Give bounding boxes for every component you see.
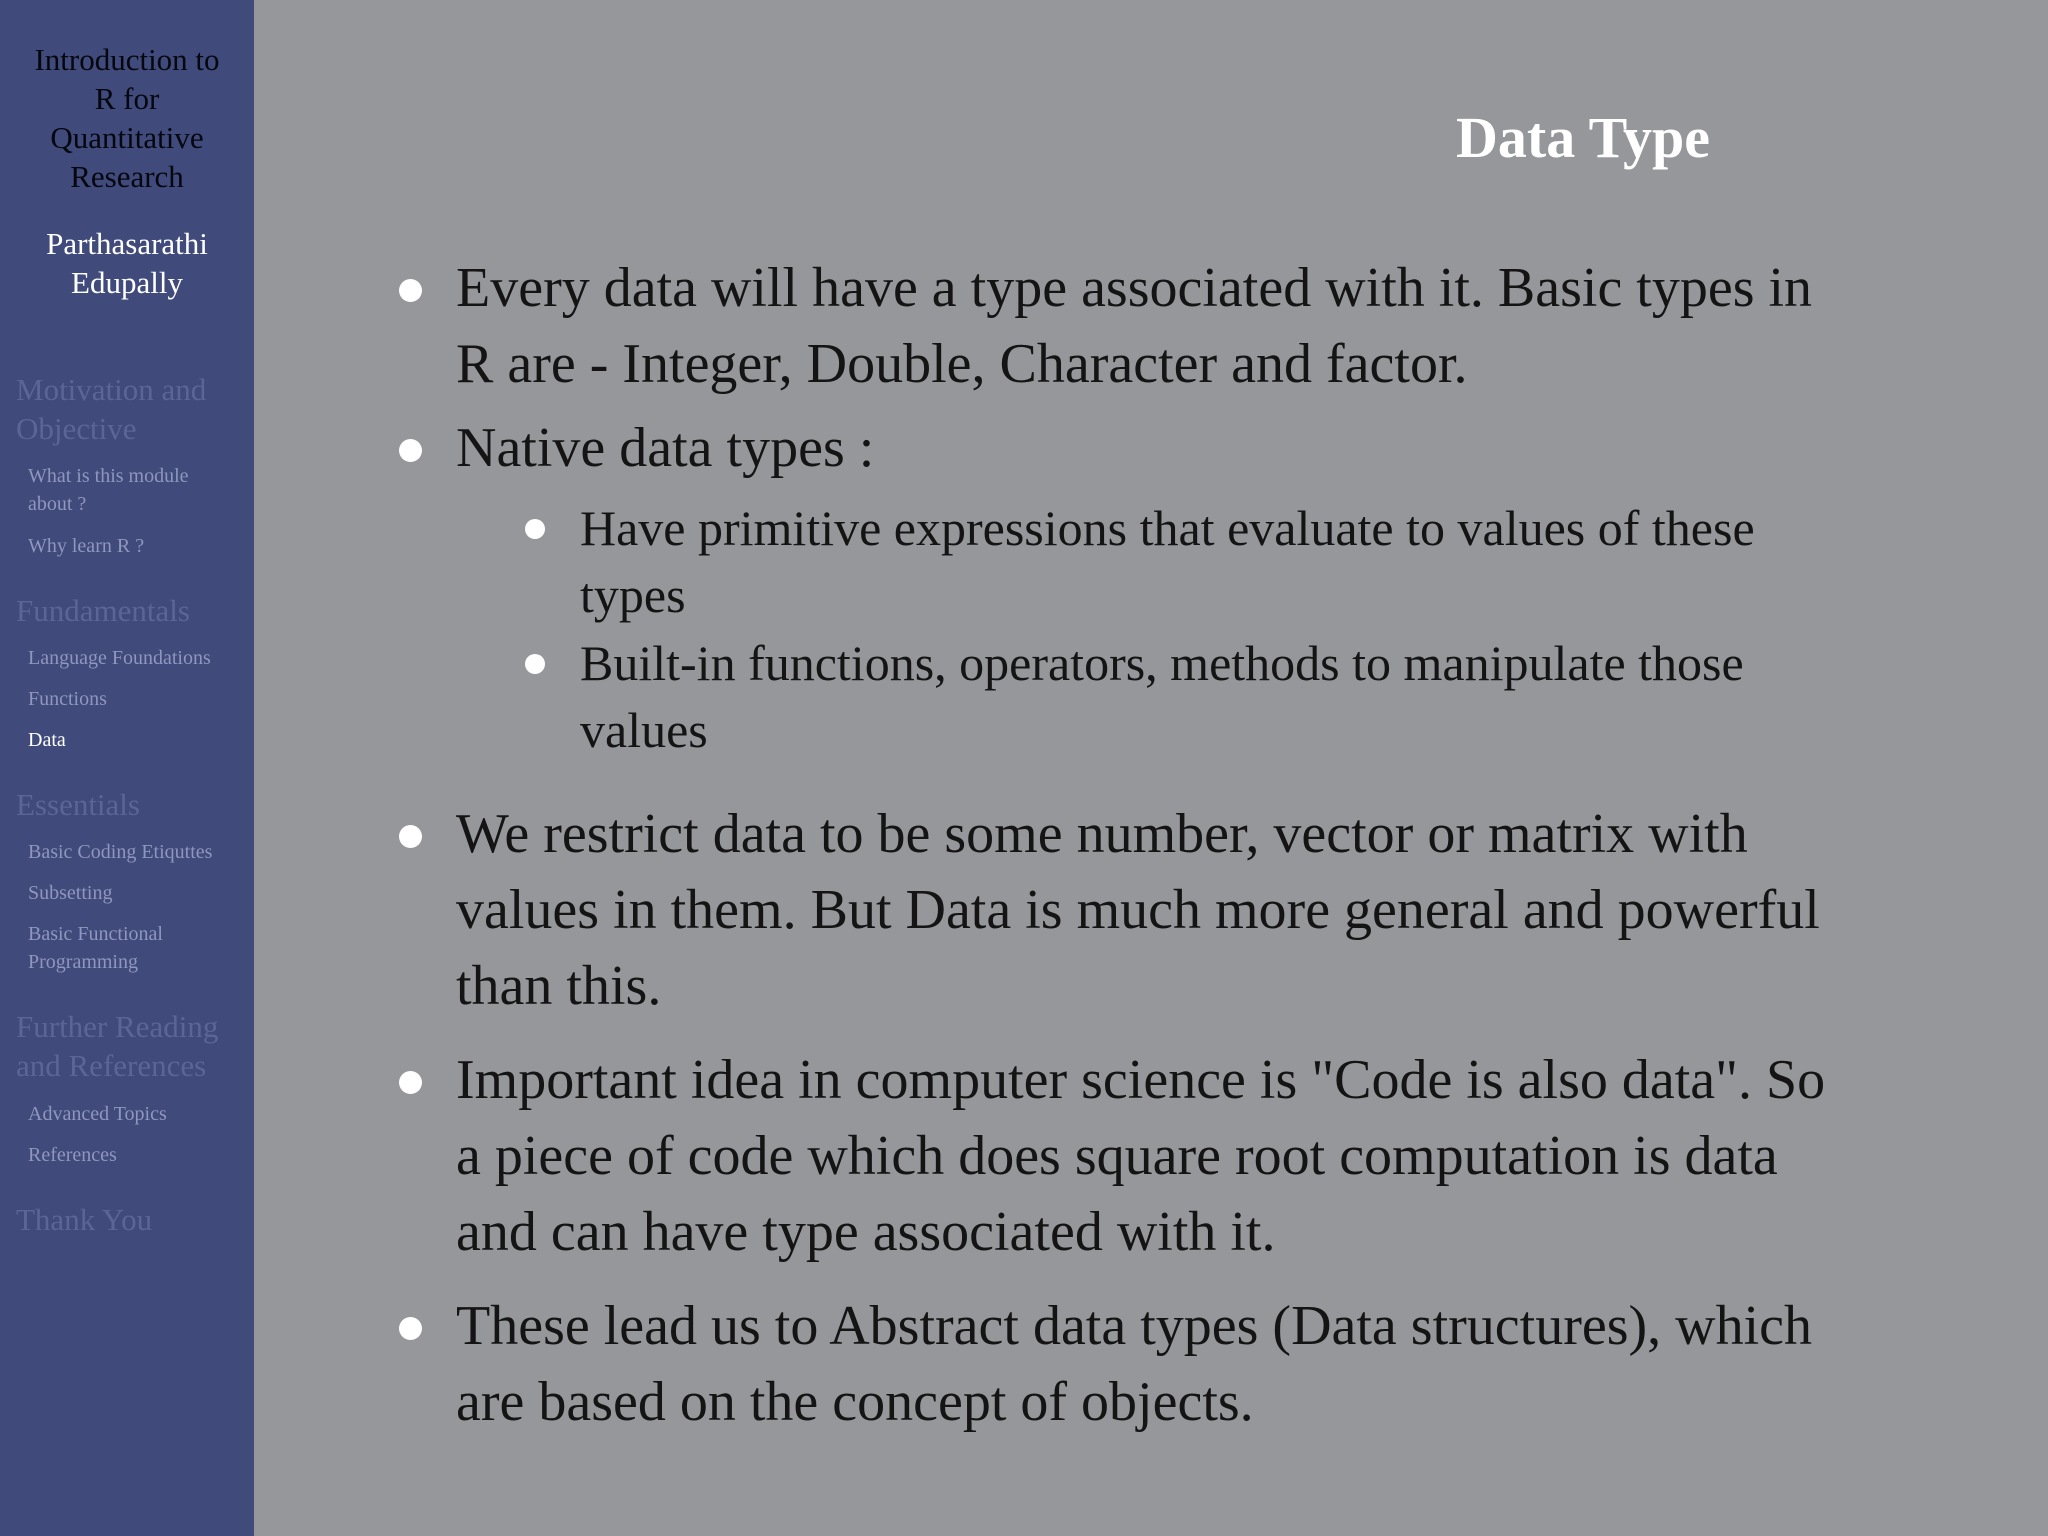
toc-subsection-line: Functions — [28, 688, 107, 710]
toc-subsection-line: Data — [28, 729, 66, 751]
bullet-item — [456, 250, 1976, 402]
toc-subsection-what-is-this-module[interactable] — [28, 462, 250, 518]
toc-section-thank-you[interactable] — [16, 1200, 248, 1239]
toc-section-line: Thank You — [16, 1202, 153, 1237]
presentation-title-line: Quantitative — [50, 120, 204, 155]
toc-section-essentials[interactable] — [16, 785, 248, 824]
bullet-line: Every data will have a type associated with it. Basic types in — [456, 257, 1813, 319]
bullet-dot-icon — [399, 1071, 422, 1094]
bullet-line: Important idea in computer science is "Code is also data". So — [456, 1049, 1826, 1111]
sub-bullet-line: values — [580, 702, 708, 758]
bullet-dot-icon — [399, 1317, 422, 1340]
toc-subsection-line: Language Foundations — [28, 647, 211, 669]
bullet-item — [456, 796, 1976, 1024]
toc-section-line: Essentials — [16, 787, 140, 822]
toc-subsection-subsetting[interactable] — [28, 879, 250, 907]
toc-subsection-advanced-topics[interactable] — [28, 1100, 250, 1128]
toc-subsection-line: Programming — [28, 951, 138, 973]
bullet-line: values in them. But Data is much more general and powerful — [456, 879, 1820, 941]
bullet-line: Native data types : — [456, 417, 875, 479]
sub-bullet-line: types — [580, 567, 686, 623]
author-name — [0, 224, 254, 302]
toc-subsection-functions[interactable] — [28, 685, 250, 713]
sub-bullet-dot-icon — [525, 654, 545, 674]
bullet-item — [456, 1288, 1976, 1440]
sub-bullet-item — [580, 630, 1980, 764]
bullet-line: are based on the concept of objects. — [456, 1371, 1254, 1433]
toc-section-line: Further Reading — [16, 1009, 219, 1044]
presentation-title[interactable] — [0, 40, 254, 196]
toc-subsection-line: about ? — [28, 493, 87, 515]
toc-subsection-line: Why learn R ? — [28, 535, 145, 557]
toc-subsection-line: Basic Coding Etiquttes — [28, 841, 213, 863]
bullet-dot-icon — [399, 825, 422, 848]
bullet-dot-icon — [399, 439, 422, 462]
toc-subsection-line: References — [28, 1144, 117, 1166]
presentation-title-line: Research — [70, 159, 184, 194]
toc-section-line: and References — [16, 1048, 207, 1083]
toc-section-line: Fundamentals — [16, 593, 190, 628]
slide-title: Data Type — [1456, 105, 1711, 170]
toc-subsection-line: Subsetting — [28, 882, 113, 904]
sub-bullet-line: Have primitive expressions that evaluate to values of these — [580, 500, 1755, 556]
navigation-sidebar — [0, 0, 254, 1536]
toc-section-line: Motivation and — [16, 372, 207, 407]
presentation-title-line: R for — [94, 81, 160, 116]
bullet-line: and can have type associated with it. — [456, 1201, 1276, 1263]
bullet-dot-icon — [399, 279, 422, 302]
bullet-item — [456, 1042, 1976, 1270]
toc-subsection-references[interactable] — [28, 1141, 250, 1169]
author-name-line: Parthasarathi — [46, 226, 208, 261]
bullet-line: than this. — [456, 955, 662, 1017]
sub-bullet-dot-icon — [525, 519, 545, 539]
toc-section-line: Objective — [16, 411, 137, 446]
bullet-line: a piece of code which does square root computation is data — [456, 1125, 1778, 1187]
toc-subsection-language-foundations[interactable] — [28, 644, 250, 672]
toc-subsection-data[interactable] — [28, 726, 250, 754]
bullet-line: R are - Integer, Double, Character and factor. — [456, 333, 1468, 395]
bullet-line: We restrict data to be some number, vector or matrix with — [456, 803, 1748, 865]
toc-subsection-basic-coding-etiquttes[interactable] — [28, 838, 250, 866]
sub-bullet-line: Built-in functions, operators, methods to manipulate those — [580, 635, 1744, 691]
toc-section-fundamentals[interactable] — [16, 591, 248, 630]
bullet-item — [456, 410, 1976, 486]
toc-subsection-why-learn-r[interactable] — [28, 532, 250, 560]
sub-bullet-item — [580, 495, 1980, 629]
toc-subsection-line: Basic Functional — [28, 923, 163, 945]
toc-subsection-line: Advanced Topics — [28, 1103, 167, 1125]
presentation-title-line: Introduction to — [34, 42, 220, 77]
toc-section-further-reading[interactable] — [16, 1007, 248, 1085]
bullet-line: These lead us to Abstract data types (Data structures), which — [456, 1295, 1813, 1357]
author-name-line: Edupally — [71, 265, 183, 300]
toc-subsection-line: What is this module — [28, 465, 189, 487]
toc-subsection-basic-functional-programming[interactable] — [28, 920, 250, 976]
toc-section-motivation[interactable] — [16, 370, 248, 448]
